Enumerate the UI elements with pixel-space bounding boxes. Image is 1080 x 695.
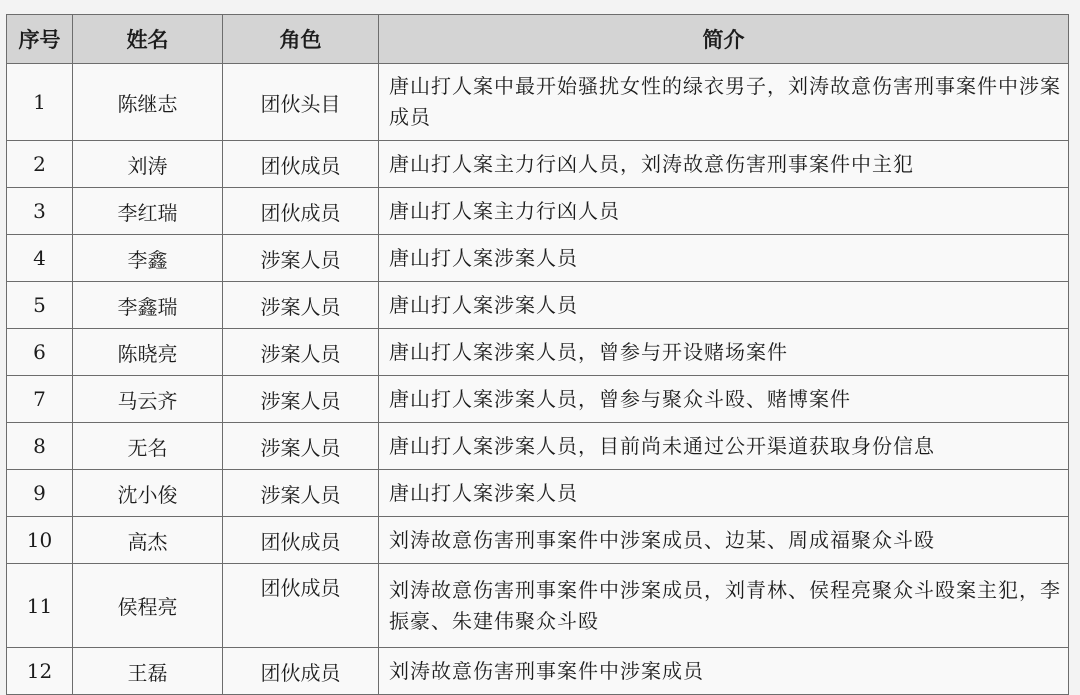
row-number: 2 bbox=[7, 141, 73, 188]
row-description: 唐山打人案涉案人员 bbox=[379, 235, 1069, 282]
row-name: 无名 bbox=[73, 423, 223, 470]
table-row bbox=[7, 188, 1069, 235]
row-name: 马云齐 bbox=[73, 376, 223, 423]
table-header-row bbox=[7, 15, 1069, 64]
table-row bbox=[7, 282, 1069, 329]
table-row bbox=[7, 423, 1069, 470]
row-name: 陈晓亮 bbox=[73, 329, 223, 376]
table-row bbox=[7, 648, 1069, 695]
table-row bbox=[7, 141, 1069, 188]
row-role: 团伙成员 bbox=[223, 517, 379, 564]
row-number: 6 bbox=[7, 329, 73, 376]
row-number: 11 bbox=[7, 564, 73, 648]
row-role: 涉案人员 bbox=[223, 235, 379, 282]
row-role: 涉案人员 bbox=[223, 423, 379, 470]
row-name: 李鑫瑞 bbox=[73, 282, 223, 329]
row-role: 团伙成员 bbox=[223, 648, 379, 695]
table-row bbox=[7, 564, 1069, 648]
row-number: 8 bbox=[7, 423, 73, 470]
row-number: 1 bbox=[7, 64, 73, 141]
row-description: 唐山打人案涉案人员，曾参与开设赌场案件 bbox=[379, 329, 1069, 376]
row-name: 沈小俊 bbox=[73, 470, 223, 517]
row-description: 刘涛故意伤害刑事案件中涉案成员、边某、周成福聚众斗殴 bbox=[379, 517, 1069, 564]
row-description: 唐山打人案主力行凶人员，刘涛故意伤害刑事案件中主犯 bbox=[379, 141, 1069, 188]
row-description: 唐山打人案涉案人员 bbox=[379, 282, 1069, 329]
row-name: 王磊 bbox=[73, 648, 223, 695]
row-description: 刘涛故意伤害刑事案件中涉案成员 bbox=[379, 648, 1069, 695]
row-name: 李鑫 bbox=[73, 235, 223, 282]
row-description: 唐山打人案主力行凶人员 bbox=[379, 188, 1069, 235]
row-description: 唐山打人案中最开始骚扰女性的绿衣男子，刘涛故意伤害刑事案件中涉案成员 bbox=[379, 64, 1069, 141]
row-number: 5 bbox=[7, 282, 73, 329]
table-row bbox=[7, 329, 1069, 376]
row-name: 侯程亮 bbox=[73, 564, 223, 648]
header-role: 角色 bbox=[223, 15, 379, 64]
row-number: 10 bbox=[7, 517, 73, 564]
row-role: 团伙成员 bbox=[223, 564, 379, 648]
table-row bbox=[7, 235, 1069, 282]
table-row bbox=[7, 376, 1069, 423]
row-name: 刘涛 bbox=[73, 141, 223, 188]
row-number: 7 bbox=[7, 376, 73, 423]
row-role: 涉案人员 bbox=[223, 376, 379, 423]
row-name: 陈继志 bbox=[73, 64, 223, 141]
row-name: 高杰 bbox=[73, 517, 223, 564]
row-number: 3 bbox=[7, 188, 73, 235]
header-name: 姓名 bbox=[73, 15, 223, 64]
header-description: 简介 bbox=[379, 15, 1069, 64]
row-role: 团伙成员 bbox=[223, 188, 379, 235]
row-name: 李红瑞 bbox=[73, 188, 223, 235]
row-role: 团伙成员 bbox=[223, 141, 379, 188]
row-role: 涉案人员 bbox=[223, 282, 379, 329]
table-row bbox=[7, 517, 1069, 564]
header-number: 序号 bbox=[7, 15, 73, 64]
table-row bbox=[7, 64, 1069, 141]
row-description: 刘涛故意伤害刑事案件中涉案成员，刘青林、侯程亮聚众斗殴案主犯，李振豪、朱建伟聚众斗殴 bbox=[379, 564, 1069, 648]
table-container bbox=[6, 14, 1068, 695]
members-table bbox=[6, 14, 1069, 695]
row-role: 涉案人员 bbox=[223, 470, 379, 517]
row-role: 涉案人员 bbox=[223, 329, 379, 376]
row-number: 12 bbox=[7, 648, 73, 695]
row-number: 9 bbox=[7, 470, 73, 517]
row-description: 唐山打人案涉案人员，曾参与聚众斗殴、赌博案件 bbox=[379, 376, 1069, 423]
row-number: 4 bbox=[7, 235, 73, 282]
row-description: 唐山打人案涉案人员，目前尚未通过公开渠道获取身份信息 bbox=[379, 423, 1069, 470]
row-description: 唐山打人案涉案人员 bbox=[379, 470, 1069, 517]
table-row bbox=[7, 470, 1069, 517]
row-role: 团伙头目 bbox=[223, 64, 379, 141]
